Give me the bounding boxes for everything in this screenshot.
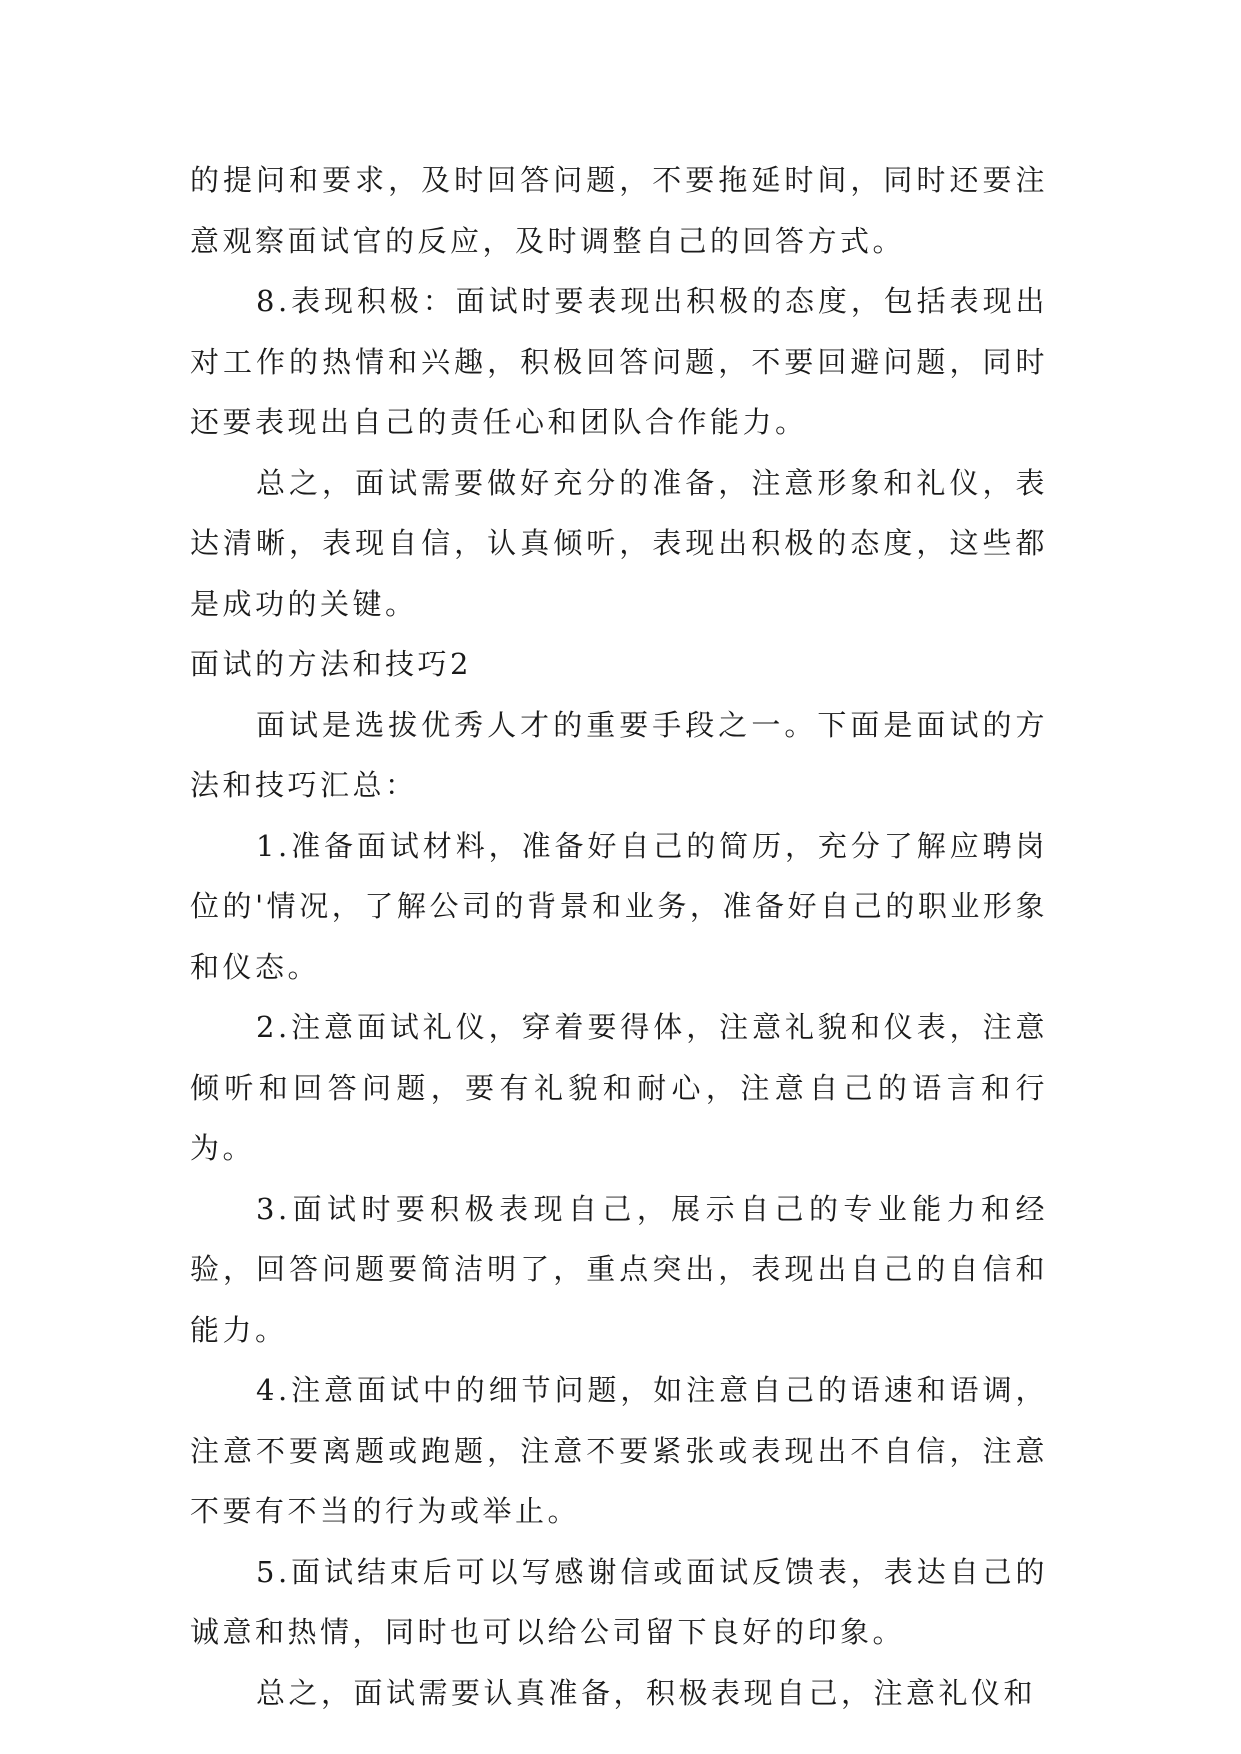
paragraph-point-4: 4.注意面试中的细节问题，如注意自己的语速和语调，注意不要离题或跑题，注意不要紧张或表现出不自信，注意不要有不当的行为或举止。 xyxy=(190,1373,1048,1528)
paragraph-summary-2: 总之，面试需要认真准备，积极表现自己，注意礼仪和 xyxy=(256,1675,1037,1710)
paragraph-intro: 面试是选拔优秀人才的重要手段之一。下面是面试的方法和技巧汇总： xyxy=(190,707,1048,802)
paragraph-point-2: 2.注意面试礼仪，穿着要得体，注意礼貌和仪表，注意倾听和回答问题，要有礼貌和耐心，注意自己的语言和行为。 xyxy=(190,1010,1048,1165)
paragraph-continuation: 的提问和要求，及时回答问题，不要拖延时间，同时还要注意观察面试官的反应，及时调整自己的回答方式。 xyxy=(190,163,1048,258)
paragraph-point-1: 1.准备面试材料，准备好自己的简历，充分了解应聘岗位的'情况，了解公司的背景和业务，准备好自己的职业形象和仪态。 xyxy=(190,828,1048,984)
paragraph-point-5: 5.面试结束后可以写感谢信或面试反馈表，表达自己的诚意和热情，同时也可以给公司留下良好的印象。 xyxy=(190,1554,1048,1649)
paragraph-point-8: 8.表现积极：面试时要表现出积极的态度，包括表现出对工作的热情和兴趣，积极回答问题，不要回避问题，同时还要表现出自己的责任心和团队合作能力。 xyxy=(190,284,1048,439)
paragraph-point-3: 3.面试时要积极表现自己，展示自己的专业能力和经验，回答问题要简洁明了，重点突出，表现出自己的自信和能力。 xyxy=(190,1191,1048,1347)
document-page xyxy=(190,150,1048,1723)
paragraph-summary-1: 总之，面试需要做好充分的准备，注意形象和礼仪，表达清晰，表现自信，认真倾听，表现出积极的态度，这些都是成功的关键。 xyxy=(190,465,1048,621)
section-heading: 面试的方法和技巧2 xyxy=(190,647,472,681)
